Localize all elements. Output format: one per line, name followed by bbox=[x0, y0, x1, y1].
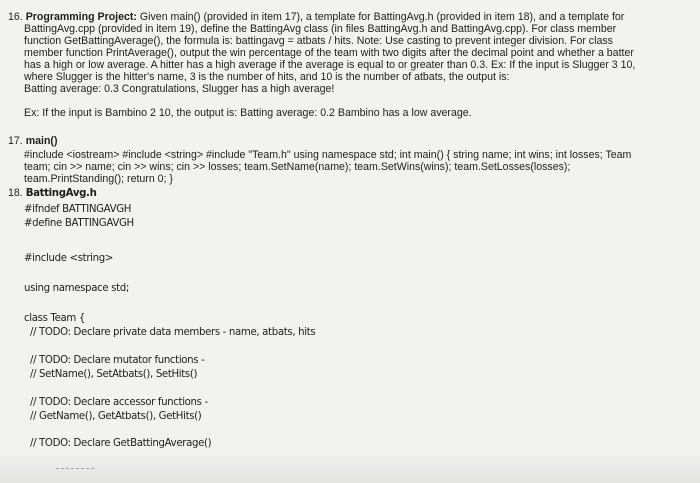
problem-16-example-2: Ex: If the input is Bambino 2 10, the output is: Batting average: 0.2 Bambino has a low average. bbox=[24, 107, 472, 119]
problem-16-title: Programming Project: bbox=[25, 11, 137, 23]
item-18-heading bbox=[8, 188, 96, 200]
problem-16-text-line: BattingAvg.cpp (provided in item 19), define the BattingAvg class (in files BattingAvg.h and BattingAvg.cpp). For class member bbox=[24, 23, 617, 35]
page-shadow bbox=[0, 449, 700, 483]
main-code-line: team; cin >> name; cin >> wins; cin >> losses; team.SetName(name); team.SetWins(wins); team.SetLosses(losses); bbox=[24, 161, 571, 173]
header-code-line: // TODO: Declare mutator functions - bbox=[30, 355, 205, 366]
problem-16-text-line: where Slugger is the hitter's name, 3 is the number of hits, and 10 is the number of atbats, the output is: bbox=[24, 71, 510, 83]
header-code-line: class Team { bbox=[24, 313, 85, 324]
main-code-line: team.PrintStanding(); return 0; } bbox=[24, 173, 173, 185]
header-code-line: #include <string> bbox=[24, 253, 114, 264]
header-code-line: // GetName(), GetAtbats(), GetHits() bbox=[30, 411, 202, 422]
header-code-line: // TODO: Declare accessor functions - bbox=[30, 397, 208, 408]
header-code-line: // TODO: Declare GetBattingAverage() bbox=[30, 438, 212, 449]
header-code-line: using namespace std; bbox=[24, 283, 129, 294]
problem-16-text-line: Batting average: 0.3 Congratulations, Slugger has a high average! bbox=[24, 83, 335, 95]
problem-16-text-line: function GetBattingAverage(), the formula is: battingavg = atbats / hits. Note: Use casting to prevent integer division. For class bbox=[24, 35, 613, 47]
main-code-line: #include <iostream> #include <string> #include "Team.h" using namespace std; int main() { string name; int wins; int losses; Team bbox=[24, 149, 632, 161]
header-code-line: // SetName(), SetAtbats(), SetHits() bbox=[30, 369, 198, 380]
header-code-line: #ifndef BATTINGAVGH bbox=[24, 204, 132, 215]
header-code-line: #define BATTINGAVGH bbox=[24, 218, 134, 229]
header-code-line: // TODO: Declare private data members - name, atbats, hits bbox=[30, 327, 316, 338]
item-17-number: 17. bbox=[8, 135, 23, 147]
problem-16-text-line: Given main() (provided in item 17), a template for BattingAvg.h (provided in item 18), and a template for bbox=[139, 11, 625, 23]
problem-16-text-line: member function PrintAverage(), output the win percentage of the team with two digits after the decimal point and whether a batter bbox=[24, 47, 634, 59]
problem-16-number: 16. bbox=[8, 11, 23, 23]
item-18-number: 18. bbox=[8, 187, 23, 199]
problem-16-first-line bbox=[8, 12, 624, 24]
item-17-heading bbox=[8, 136, 57, 148]
problem-16-text-line: has a high or low average. A hitter has a high average if the average is equal to or greater than 0.3. Ex: If the input is Slugger 3 10, bbox=[24, 59, 636, 71]
item-18-title: BattingAvg.h bbox=[25, 188, 97, 199]
item-17-title: main() bbox=[25, 135, 58, 147]
